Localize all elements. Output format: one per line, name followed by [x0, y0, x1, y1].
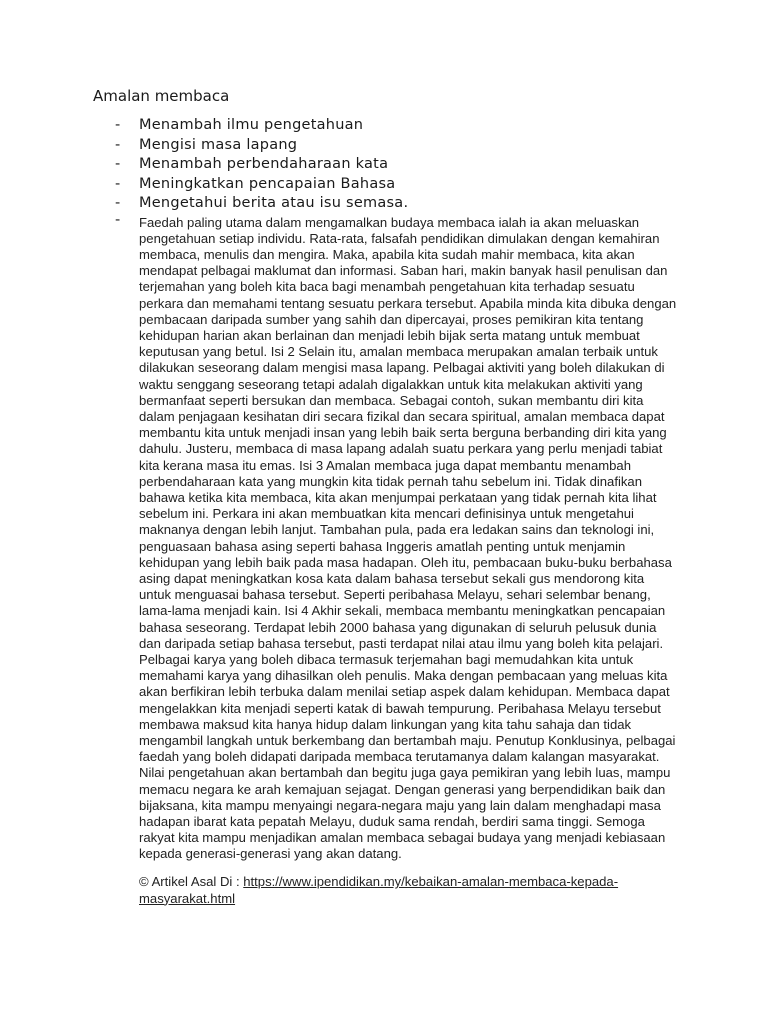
bullet-dash: - [115, 211, 121, 228]
list-item-text: Meningkatkan pencapaian Bahasa [139, 175, 396, 192]
list-item-text: Menambah ilmu pengetahuan [139, 117, 364, 133]
list-item-text: Menambah perbendaharaan kata [139, 156, 389, 172]
bullet-dash: - [115, 117, 121, 133]
list-item-paragraph [113, 211, 683, 863]
bullet-dash: - [115, 195, 121, 211]
bullet-list [113, 116, 683, 863]
source-prefix: © Artikel Asal Di : [139, 874, 244, 889]
document-heading: Amalan membaca [93, 87, 230, 105]
list-item-text: Mengetahui berita atau isu semasa. [139, 195, 409, 211]
bullet-dash: - [115, 136, 121, 153]
list-item [113, 136, 683, 156]
list-item [113, 175, 683, 195]
bullet-dash: - [115, 175, 121, 192]
list-item [113, 155, 683, 175]
list-item [113, 194, 683, 214]
source-link[interactable]: https://www.ipendidikan.my/kebaikan-amalan-membaca-kepada-masyarakat.html [139, 874, 619, 906]
list-item-text: Mengisi masa lapang [139, 136, 298, 153]
source-citation [139, 874, 639, 907]
list-item [113, 116, 683, 136]
bullet-dash: - [115, 156, 121, 172]
body-paragraph: Faedah paling utama dalam mengamalkan budaya membaca ialah ia akan meluaskan pengetahuan setiap individu. Rata-rata, falsafah pendidikan dimulakan dengan kemahiran membaca, menulis dan mengira. Maka, apabila kita sudah mahir membaca, kita akan mendapat pelbagai maklumat dan informasi. Saban hari, makin banyak hasil penulisan dan terjemahan yang boleh kita baca bagi menambah pengetahuan kita terhadap sesuatu perkara dan memahami tentang sesuatu perkara tersebut. Apabila minda kita dibuka dengan pembacaan daripada sumber yang sahih dan dipercayai, proses pemikiran kita tentang kehidupan harian akan berlainan dan menjadi lebih bijak serta matang untuk membuat keputusan yang betul. Isi 2 Selain itu, amalan membaca merupakan amalan terbaik untuk dilakukan seseorang dalam mengisi masa lapang. Pelbagai aktiviti yang boleh dilakukan di waktu senggang seseorang tetapi adalah digalakkan untuk kita melakukan aktiviti yang bermanfaat seperti bersukan dan membaca. Sebagai contoh, sukan membantu diri kita dalam penjagaan kesihatan diri secara fizikal dan secara spiritual, amalan membaca dapat membantu kita untuk menjadi insan yang lebih baik serta berguna berbanding diri kita yang dahulu. Justeru, membaca di masa lapang adalah suatu perkara yang perlu menjadi tabiat kita kerana masa itu emas. Isi 3 Amalan membaca juga dapat membantu menambah perbendaharaan kata yang mungkin kita tidak pernah tahu sebelum ini. Tidak dinafikan bahawa ketika kita membaca, kita akan menjumpai perkataan yang tidak pernah kita lihat sebelum ini. Perkara ini akan membuatkan kita mencari definisinya untuk mengetahui maknanya dengan lebih lanjut. Tambahan pula, pada era ledakan sains dan teknologi ini, penguasaan bahasa asing seperti bahasa Inggeris amatlah penting untuk menjamin kehidupan yang lebih baik pada masa hadapan. Oleh itu, pembacaan buku-buku berbahasa asing dapat meningkatkan kosa kata dalam bahasa tersebut sekali gus mendorong kita untuk menguasai bahasa tersebut. Seperti peribahasa Melayu, sehari selembar benang, lama-lama menjadi kain. Isi 4 Akhir sekali, membaca membantu meningkatkan pencapaian bahasa seseorang. Terdapat lebih 2000 bahasa yang digunakan di seluruh pelusuk dunia dan daripada setiap bahasa tersebut, pasti terdapat nilai atau ilmu yang boleh kita pelajari. Pelbagai karya yang boleh dibaca termasuk terjemahan bagi memudahkan kita untuk memahami karya yang dihasilkan oleh penulis. Maka dengan pembacaan yang meluas kita akan berfikiran lebih terbuka dalam menilai setiap aspek dalam kehidupan. Membaca dapat mengelakkan kita menjadi seperti katak di bawah tempurung. Peribahasa Melayu tersebut membawa maksud kita hanya hidup dalam linkungan yang kita tahu sahaja dan tidak mengambil langkah untuk berkembang dan bertambah maju. Penutup Konklusinya, pelbagai faedah yang boleh didapati daripada membaca terutamanya dalam kalangan masyarakat. Nilai pengetahuan akan bertambah dan begitu juga gaya pemikiran yang lebih luas, mampu memacu negara ke arah kemajuan sejagat. Dengan generasi yang berpendidikan baik dan bijaksana, kita mampu menyaingi negara-negara maju yang lain dalam menghadapi masa hadapan ibarat kata pepatah Melayu, duduk sama rendah, berdiri sama tinggi. Semoga rakyat kita mampu menjadikan amalan membaca sebagai budaya yang menjadi kebiasaan kepada generasi-generasi yang akan datang. [139, 214, 677, 862]
